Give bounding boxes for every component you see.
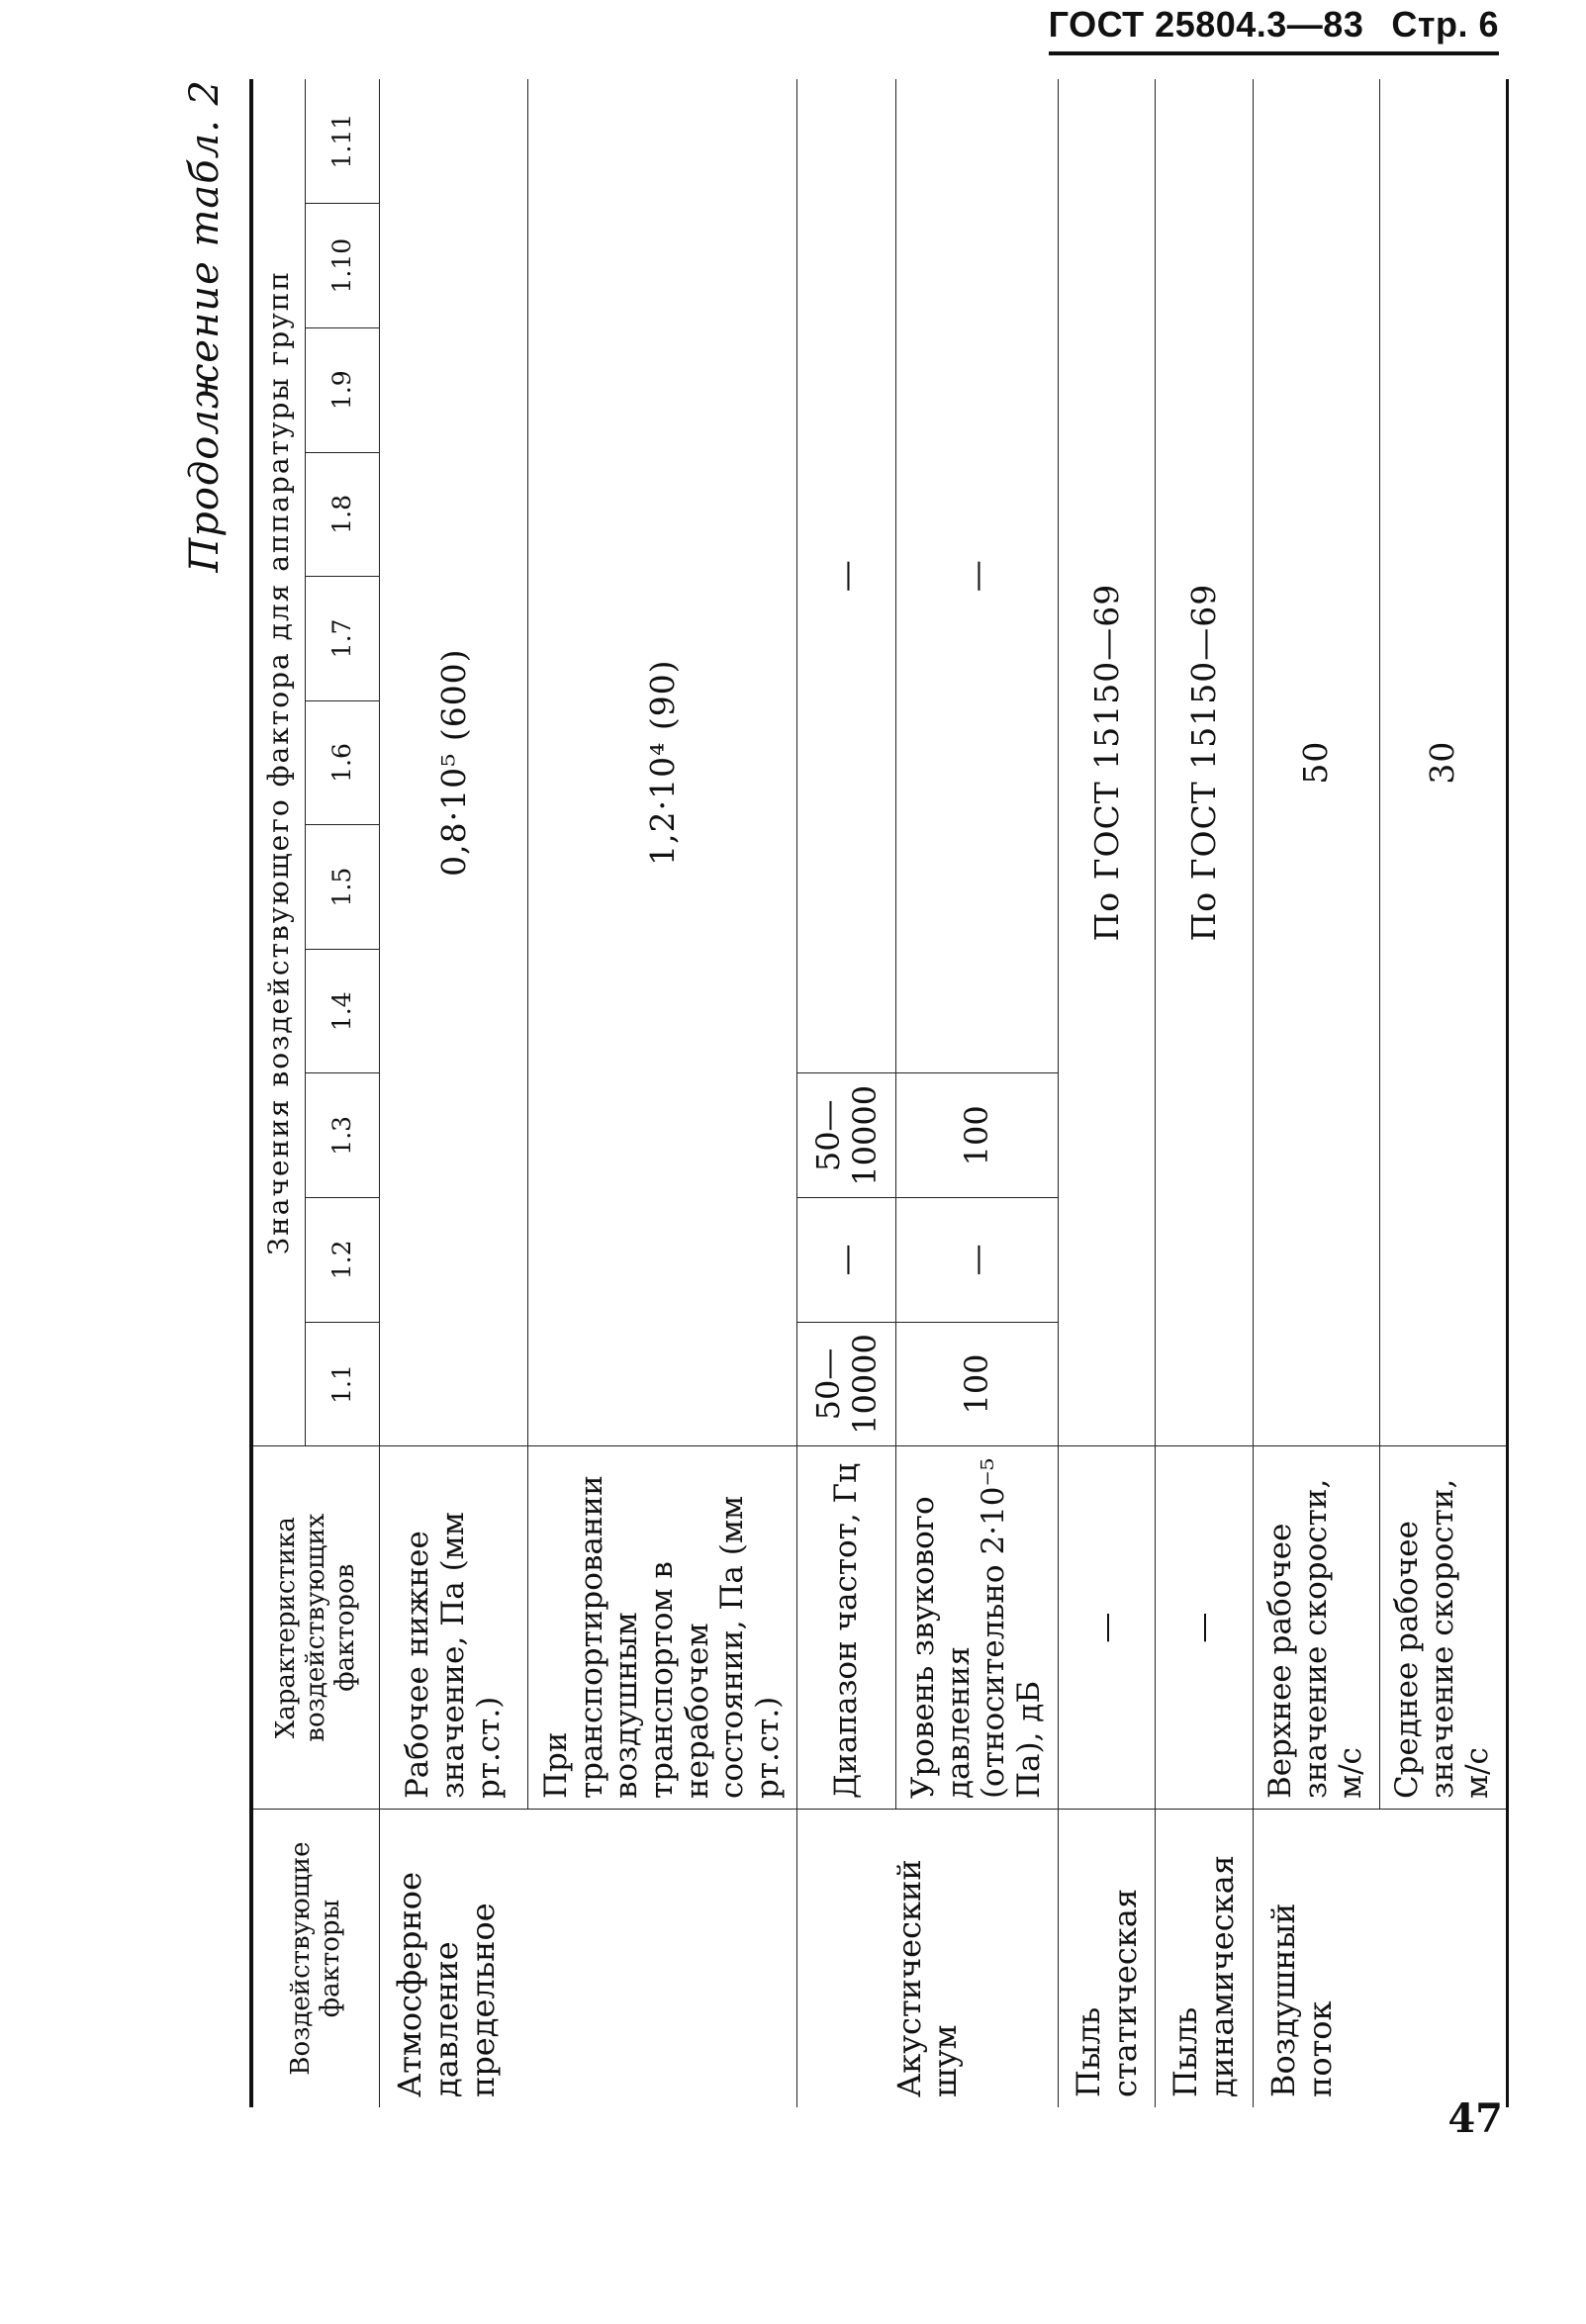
char-pressure-transport: При транспортировании воздушным транспортом в нерабочем состоянии, Па (мм рт.ст.) xyxy=(528,1446,797,1810)
group-number: 1.9 xyxy=(306,327,380,452)
group-number: 1.8 xyxy=(306,452,380,577)
value-dust-static: По ГОСТ 15150—69 xyxy=(1058,79,1156,1446)
value-airflow-upper: 50 xyxy=(1253,79,1379,1446)
char-noise-frequency: Диапазон частот, Гц xyxy=(797,1446,896,1810)
char-dust-dynamic: — xyxy=(1156,1446,1254,1810)
value-noise-frequency-1-1: 50—10000 xyxy=(797,1322,896,1446)
value-noise-frequency-1-3: 50—10000 xyxy=(797,1073,896,1198)
page-number: 47 xyxy=(1447,2095,1503,2142)
table-row xyxy=(797,79,896,2107)
value-noise-level-1-1: 100 xyxy=(896,1322,1059,1446)
table-row xyxy=(1253,79,1379,2107)
table-row xyxy=(896,79,1059,2107)
group-number: 1.7 xyxy=(306,577,380,701)
factor-dust-dynamic: Пыль динамическая xyxy=(1156,1810,1254,2107)
header-values-group: Значения воздействующего фактора для аппаратуры групп xyxy=(251,79,306,1446)
char-airflow-mean: Среднее рабочее значение скорости, м/с xyxy=(1379,1446,1507,1810)
continuation-title: Продолжение табл. 2 xyxy=(182,79,228,573)
rotated-table-block xyxy=(178,79,1496,2107)
group-number: 1.2 xyxy=(306,1198,380,1323)
group-number: 1.4 xyxy=(306,949,380,1073)
header-characteristics: Характеристика воздействующих факторов xyxy=(251,1446,380,1810)
group-number: 1.6 xyxy=(306,700,380,825)
group-number: 1.11 xyxy=(306,79,380,204)
group-number: 1.3 xyxy=(306,1073,380,1198)
value-dust-dynamic: По ГОСТ 15150—69 xyxy=(1156,79,1254,1446)
value-noise-level-1-3: 100 xyxy=(896,1073,1059,1198)
value-noise-level-1-2: — xyxy=(896,1198,1059,1323)
factor-dust-static: Пыль статическая xyxy=(1058,1810,1156,2107)
standard-number: ГОСТ 25804.3—83 xyxy=(1048,4,1364,45)
page-header xyxy=(1049,4,1499,55)
value-airflow-mean: 30 xyxy=(1379,79,1507,1446)
table-row xyxy=(1156,79,1254,2107)
factor-airflow: Воздушный поток xyxy=(1253,1810,1507,2107)
header-row-groups xyxy=(251,79,306,2107)
group-number: 1.10 xyxy=(306,204,380,328)
factors-table xyxy=(249,79,1509,2107)
group-number: 1.5 xyxy=(306,825,380,950)
table-row xyxy=(1379,79,1507,2107)
table-row xyxy=(528,79,797,2107)
header-factors: Воздействующие факторы xyxy=(251,1810,380,2107)
char-airflow-upper: Верхнее рабочее значение скорости, м/с xyxy=(1253,1446,1379,1810)
page-label: Стр. 6 xyxy=(1391,4,1499,45)
factor-pressure: Атмосферное давление предельное xyxy=(380,1810,797,2107)
value-noise-frequency-1-2: — xyxy=(797,1198,896,1323)
table-row xyxy=(380,79,528,2107)
table-row xyxy=(1058,79,1156,2107)
factor-noise: Акустический шум xyxy=(797,1810,1059,2107)
value-noise-frequency-rest: — xyxy=(797,79,896,1073)
char-pressure-work: Рабочее нижнее значение, Па (мм рт.ст.) xyxy=(380,1446,528,1810)
char-dust-static: — xyxy=(1058,1446,1156,1810)
value-noise-level-rest: — xyxy=(896,79,1059,1073)
group-number: 1.1 xyxy=(306,1322,380,1446)
char-noise-level: Уровень звукового давления (относительно 2·10⁻⁵ Па), дБ xyxy=(896,1446,1059,1810)
value-pressure-transport: 1,2·10⁴ (90) xyxy=(528,79,797,1446)
value-pressure-work: 0,8·10⁵ (600) xyxy=(380,79,528,1446)
